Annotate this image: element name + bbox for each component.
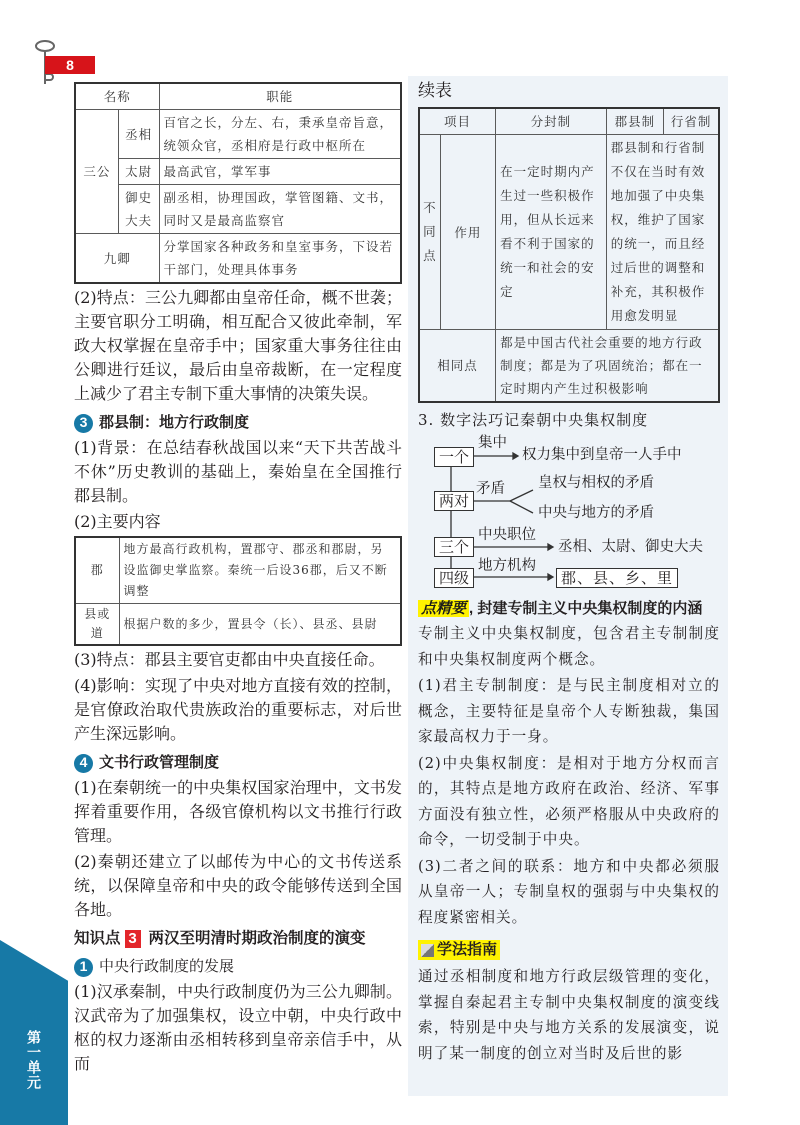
header: 郡县制 bbox=[606, 108, 663, 135]
header-name: 名称 bbox=[75, 83, 159, 110]
label-local: 地方机构 bbox=[478, 558, 536, 574]
left-column bbox=[74, 82, 402, 1076]
label-central-posts: 中央职位 bbox=[478, 527, 536, 543]
text-three: 丞相、太尉、御史大夫 bbox=[558, 539, 703, 555]
row-desc: 地方最高行政机构，置郡守、郡丞和郡尉，另设监御史掌监察。秦统一后设36郡，后又不断调整 bbox=[119, 537, 401, 604]
unit-label: 第一单元 bbox=[26, 1030, 42, 1090]
row-name: 县或道 bbox=[75, 604, 119, 646]
sangong-table bbox=[74, 82, 402, 284]
heading-text: 中央行政制度的发展 bbox=[99, 958, 235, 975]
row-name: 御史大夫 bbox=[118, 185, 159, 234]
section-heading bbox=[74, 956, 402, 978]
same-desc: 都是中国古代社会重要的地方行政制度；都是为了巩固统治；都在一定时期内产生过积极影响 bbox=[496, 330, 719, 403]
mnemonic-diagram bbox=[418, 435, 720, 593]
diagram-title: 3. 数字法巧记秦朝中央集权制度 bbox=[418, 411, 649, 429]
kp-label: 知识点 bbox=[74, 930, 121, 947]
paragraph: (3)特点：郡县主要官吏都由中央直接任命。 bbox=[74, 650, 385, 669]
paragraph: (2)秦朝还建立了以邮传为中心的文书传送系统，以保障皇帝和中央的政令能够传送到全国各地。 bbox=[74, 852, 402, 919]
row-name: 郡 bbox=[75, 537, 119, 604]
row-name: 九卿 bbox=[75, 234, 159, 284]
paragraph: (2)特点：三公九卿都由皇帝任命，概不世袭；主要官职分工明确，相互配合又彼此牵制，军政大权掌握在皇帝手中；国家重大事务往往由公卿进行廷议，最后由皇帝裁断，在一定程度上减少了君主专制下重大事情的决策失误。 bbox=[74, 288, 402, 403]
number-badge: 3 bbox=[74, 414, 93, 433]
label-conflict: 矛盾 bbox=[476, 481, 505, 497]
paragraph: 专制主义中央集权制度，包含君主专制制度和中央集权制度两个概念。 bbox=[418, 625, 720, 668]
continued-label: 续表 bbox=[418, 81, 452, 101]
diff-label: 不同点 bbox=[419, 135, 440, 330]
kp-title: 两汉至明清时期政治制度的演变 bbox=[148, 930, 366, 947]
paragraph: (1)汉承秦制，中央行政制度仍为三公九卿制。汉武帝为了加强集权，设立中朝，中央行政中枢的权力逐渐由丞相转移到皇帝亲信手中，从而 bbox=[74, 982, 402, 1073]
number-badge: 1 bbox=[74, 958, 93, 977]
junxian-role: 郡县制和行省制不仅在当时有效地加强了中央集权，维护了国家的统一，而且经过后世的调整和补充，其积极作用愈发明显 bbox=[606, 135, 719, 330]
row-desc: 分掌国家各种政务和皇室事务，下设若干部门，处理具体事务 bbox=[159, 234, 401, 284]
page-number: 8 bbox=[45, 56, 95, 74]
header: 项目 bbox=[419, 108, 496, 135]
row-desc: 最高武官，掌军事 bbox=[159, 159, 401, 185]
paragraph: (1)在秦朝统一的中央集权国家治理中，文书发挥着重要作用，各级官僚机构以文书推行行政管理。 bbox=[74, 778, 402, 845]
paragraph: 通过丞相制度和地方行政层级管理的变化，掌握自秦起君主专制中央集权制度的演变线索，特别是中央与地方关系的发展演变，说明了某一制度的创立对当时及后世的影 bbox=[418, 968, 720, 1062]
row-desc: 根据户数的多少，置县令（长）、县丞、县尉 bbox=[119, 604, 401, 646]
comparison-table bbox=[418, 107, 720, 403]
text-four: 郡、县、乡、里 bbox=[556, 568, 678, 588]
paragraph: (2)主要内容 bbox=[74, 512, 161, 531]
box-three: 三个 bbox=[434, 537, 474, 557]
right-column bbox=[418, 79, 720, 1066]
section-heading bbox=[74, 752, 402, 774]
text-two-a: 皇权与相权的矛盾 bbox=[538, 475, 654, 491]
box-one: 一个 bbox=[434, 447, 474, 467]
row-desc: 副丞相，协理国政，掌管图籍、文书，同时又是最高监察官 bbox=[159, 185, 401, 234]
junxian-table bbox=[74, 536, 402, 646]
group-sangong: 三公 bbox=[75, 110, 118, 234]
row-desc: 百官之长，分左、右，秉承皇帝旨意，统领众官，丞相府是行政中枢所在 bbox=[159, 110, 401, 159]
heading-text: 文书行政管理制度 bbox=[99, 754, 220, 771]
fengjian-role: 在一定时期内产生过一些积极作用，但从长远来看不利于国家的统一和社会的安定 bbox=[496, 135, 607, 330]
text-one: 权力集中到皇帝一人手中 bbox=[522, 447, 682, 463]
paragraph: (3)二者之间的联系：地方和中央都必须服从皇帝一人；专制皇权的强弱与中央集权的程度紧密相关。 bbox=[418, 857, 720, 926]
knowledge-point-heading bbox=[74, 928, 402, 950]
number-badge: 4 bbox=[74, 754, 93, 773]
section-heading bbox=[74, 412, 402, 434]
heading-text: 郡县制：地方行政制度 bbox=[99, 414, 250, 431]
key-points-tag: 点精要 bbox=[418, 600, 469, 617]
header: 行省制 bbox=[664, 108, 719, 135]
row-name: 太尉 bbox=[118, 159, 159, 185]
key-points-heading: 点精要 , 封建专制主义中央集权制度的内涵 bbox=[418, 597, 720, 620]
label-concentrate: 集中 bbox=[478, 435, 507, 451]
paragraph: (4)影响：实现了中央对地方直接有效的控制，是官僚政治取代贵族政治的重要标志，对后世产生深远影响。 bbox=[74, 676, 402, 743]
triangle-icon bbox=[421, 944, 434, 957]
header: 分封制 bbox=[496, 108, 607, 135]
text-two-b: 中央与地方的矛盾 bbox=[538, 505, 654, 521]
paragraph: (1)君主专制制度：是与民主制度相对立的概念，主要特征是皇帝个人专断独裁，集国家最高权力于一身。 bbox=[418, 677, 720, 745]
key-points-title: 封建专制主义中央集权制度的内涵 bbox=[477, 600, 703, 617]
study-guide-label: 学法指南 bbox=[437, 941, 498, 958]
box-four: 四级 bbox=[434, 568, 474, 588]
paragraph: (1)背景：在总结春秋战国以来“天下共苦战斗不休”历史教训的基础上，秦始皇在全国推行郡县制。 bbox=[74, 438, 402, 505]
header-function: 职能 bbox=[159, 83, 401, 110]
study-guide-tag bbox=[418, 940, 500, 960]
role-label: 作用 bbox=[440, 135, 495, 330]
row-name: 丞相 bbox=[118, 110, 159, 159]
box-two: 两对 bbox=[434, 491, 474, 511]
same-label: 相同点 bbox=[419, 330, 496, 403]
paragraph: (2)中央集权制度：是相对于地方分权而言的，其特点是地方政府在政治、经济、军事方面没有独立性，必须严格服从中央政府的命令，一切受制于中央。 bbox=[418, 754, 720, 848]
kp-number: 3 bbox=[125, 930, 141, 948]
